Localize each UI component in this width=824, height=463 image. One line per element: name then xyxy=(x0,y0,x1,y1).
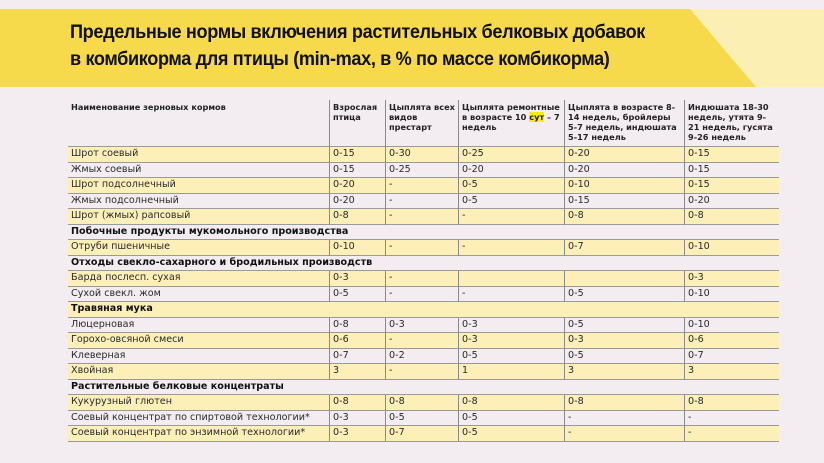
header-adult-poultry: Взрослая птица xyxy=(330,100,386,147)
norm-value-cell: 0-5 xyxy=(459,410,565,426)
feed-name-cell: Горохо-овсяной смеси xyxy=(68,333,330,349)
header-repair-chicks: Цыплята ремонтные в возрасте 10 сут – 7 недель xyxy=(459,100,565,147)
norm-value-cell: 0-25 xyxy=(386,162,459,178)
norm-value-cell: 3 xyxy=(330,364,386,380)
norm-value-cell: 3 xyxy=(685,364,780,380)
norm-value-cell: 0-15 xyxy=(330,162,386,178)
norm-value-cell: 0-15 xyxy=(685,178,780,194)
norm-value-cell: 0-3 xyxy=(685,271,780,287)
norm-value-cell: 0-8 xyxy=(565,395,685,411)
norm-value-cell: 0-15 xyxy=(685,147,780,163)
table-category-row xyxy=(68,379,779,395)
norm-value-cell: 0-10 xyxy=(685,240,780,256)
table-row xyxy=(68,286,779,302)
table-row xyxy=(68,410,779,426)
feed-name-cell: Клеверная xyxy=(68,348,330,364)
norm-value-cell: 0-5 xyxy=(386,410,459,426)
table-category-row xyxy=(68,255,779,271)
feed-name-cell: Соевый концентрат по спиртовой технологии* xyxy=(68,410,330,426)
norm-value-cell: 0-10 xyxy=(685,286,780,302)
norm-value-cell: 0-10 xyxy=(330,240,386,256)
norm-value-cell: 0-20 xyxy=(459,162,565,178)
table-row xyxy=(68,333,779,349)
norm-value-cell: 0-15 xyxy=(330,147,386,163)
norm-value-cell: 0-10 xyxy=(685,317,780,333)
norm-value-cell: 0-5 xyxy=(565,286,685,302)
norm-value-cell: - xyxy=(386,333,459,349)
header-chicks-prestart: Цыплята всех видов престарт xyxy=(386,100,459,147)
table-row xyxy=(68,317,779,333)
norm-value-cell: 0-7 xyxy=(565,240,685,256)
norm-value-cell: 0-8 xyxy=(459,395,565,411)
feed-name-cell: Отруби пшеничные xyxy=(68,240,330,256)
norm-value-cell: - xyxy=(386,178,459,194)
page-title-line-1: Предельные нормы включения растительных белковых добавок xyxy=(70,21,646,43)
norm-value-cell: 0-7 xyxy=(330,348,386,364)
norm-value-cell: 0-15 xyxy=(565,193,685,209)
feed-name-cell: Люцерновая xyxy=(68,317,330,333)
norm-value-cell: - xyxy=(386,271,459,287)
header-chicks-8-14: Цыплята в возрасте 8-14 недель, бройлеры 5-7 недель, индюшата 5-17 недель xyxy=(565,100,685,147)
table-row xyxy=(68,348,779,364)
norm-value-cell: 0-8 xyxy=(330,317,386,333)
feed-norms-table xyxy=(68,100,779,442)
header-turkeys-ducks-geese: Индюшата 18-30 недель, утята 9-21 недель, гусята 9-26 недель xyxy=(685,100,780,147)
table-row xyxy=(68,271,779,287)
table-category-row xyxy=(68,224,779,240)
table-row xyxy=(68,426,779,442)
norm-value-cell: 0-20 xyxy=(685,193,780,209)
feed-name-cell: Соевый концентрат по энзимной технологии* xyxy=(68,426,330,442)
norm-value-cell: 0-20 xyxy=(330,193,386,209)
norm-value-cell: 0-5 xyxy=(459,426,565,442)
table-header-row xyxy=(68,100,779,147)
norm-value-cell: 0-5 xyxy=(565,348,685,364)
norm-value-cell: 0-7 xyxy=(685,348,780,364)
norm-value-cell: 0-15 xyxy=(685,162,780,178)
table-body xyxy=(68,147,779,442)
norm-value-cell: 0-8 xyxy=(330,395,386,411)
norm-value-cell: 0-8 xyxy=(386,395,459,411)
table-row xyxy=(68,240,779,256)
norm-value-cell: 0-30 xyxy=(386,147,459,163)
norm-value-cell: 0-8 xyxy=(330,209,386,225)
norm-value-cell: - xyxy=(685,410,780,426)
norm-value-cell: 0-6 xyxy=(330,333,386,349)
norm-value-cell: 0-3 xyxy=(330,426,386,442)
norm-value-cell: 0-8 xyxy=(685,395,780,411)
norm-value-cell: - xyxy=(386,209,459,225)
norm-value-cell xyxy=(459,271,565,287)
norm-value-cell: 0-5 xyxy=(565,317,685,333)
table-row xyxy=(68,178,779,194)
norm-value-cell: - xyxy=(459,209,565,225)
norm-value-cell: 0-10 xyxy=(565,178,685,194)
norm-value-cell: 0-3 xyxy=(459,317,565,333)
norm-value-cell: 0-3 xyxy=(386,317,459,333)
norm-value-cell: 1 xyxy=(459,364,565,380)
feed-name-cell: Жмых подсолнечный xyxy=(68,193,330,209)
table-row xyxy=(68,147,779,163)
norm-value-cell: 0-8 xyxy=(565,209,685,225)
norm-value-cell: - xyxy=(386,364,459,380)
feed-name-cell: Шрот подсолнечный xyxy=(68,178,330,194)
category-label: Побочные продукты мукомольного производства xyxy=(68,224,779,240)
norm-value-cell: 0-2 xyxy=(386,348,459,364)
norm-value-cell: - xyxy=(565,426,685,442)
norm-value-cell: 0-3 xyxy=(330,271,386,287)
norm-value-cell: 0-5 xyxy=(459,193,565,209)
table-row xyxy=(68,162,779,178)
page-title-line-2: в комбикорма для птицы (min-max, в % по массе комбикорма) xyxy=(70,48,610,70)
norm-value-cell: 0-5 xyxy=(330,286,386,302)
feed-name-cell: Хвойная xyxy=(68,364,330,380)
feed-name-cell: Жмых соевый xyxy=(68,162,330,178)
norm-value-cell: 0-5 xyxy=(459,348,565,364)
norm-value-cell: - xyxy=(386,286,459,302)
table-category-row xyxy=(68,302,779,318)
norm-value-cell: 0-20 xyxy=(565,162,685,178)
norm-value-cell: - xyxy=(386,193,459,209)
norm-value-cell: - xyxy=(459,240,565,256)
norm-value-cell: 0-5 xyxy=(459,178,565,194)
highlighted-text: сут xyxy=(529,112,545,122)
category-label: Травяная мука xyxy=(68,302,779,318)
feed-name-cell: Шрот (жмых) рапсовый xyxy=(68,209,330,225)
feed-name-cell: Кукурузный глютен xyxy=(68,395,330,411)
page-title xyxy=(70,19,645,73)
category-label: Отходы свекло-сахарного и бродильных производств xyxy=(68,255,779,271)
norm-value-cell: 0-3 xyxy=(459,333,565,349)
table-row xyxy=(68,364,779,380)
norm-value-cell xyxy=(565,271,685,287)
category-label: Растительные белковые концентраты xyxy=(68,379,779,395)
norm-value-cell: 0-8 xyxy=(685,209,780,225)
norm-value-cell: - xyxy=(565,410,685,426)
norm-value-cell: 0-20 xyxy=(330,178,386,194)
norm-value-cell: - xyxy=(386,240,459,256)
norm-value-cell: - xyxy=(685,426,780,442)
norm-value-cell: 0-6 xyxy=(685,333,780,349)
feed-name-cell: Барда послесп. сухая xyxy=(68,271,330,287)
table-row xyxy=(68,395,779,411)
norm-value-cell: 0-20 xyxy=(565,147,685,163)
norm-value-cell: 0-3 xyxy=(565,333,685,349)
feed-name-cell: Сухой свекл. жом xyxy=(68,286,330,302)
table-row xyxy=(68,193,779,209)
norm-value-cell: 0-25 xyxy=(459,147,565,163)
norm-value-cell: 0-3 xyxy=(330,410,386,426)
norm-value-cell: 3 xyxy=(565,364,685,380)
norm-value-cell: - xyxy=(459,286,565,302)
norm-value-cell: 0-7 xyxy=(386,426,459,442)
table-row xyxy=(68,209,779,225)
header-feed-name: Наименование зерновых кормов xyxy=(71,102,226,112)
feed-name-cell: Шрот соевый xyxy=(68,147,330,163)
